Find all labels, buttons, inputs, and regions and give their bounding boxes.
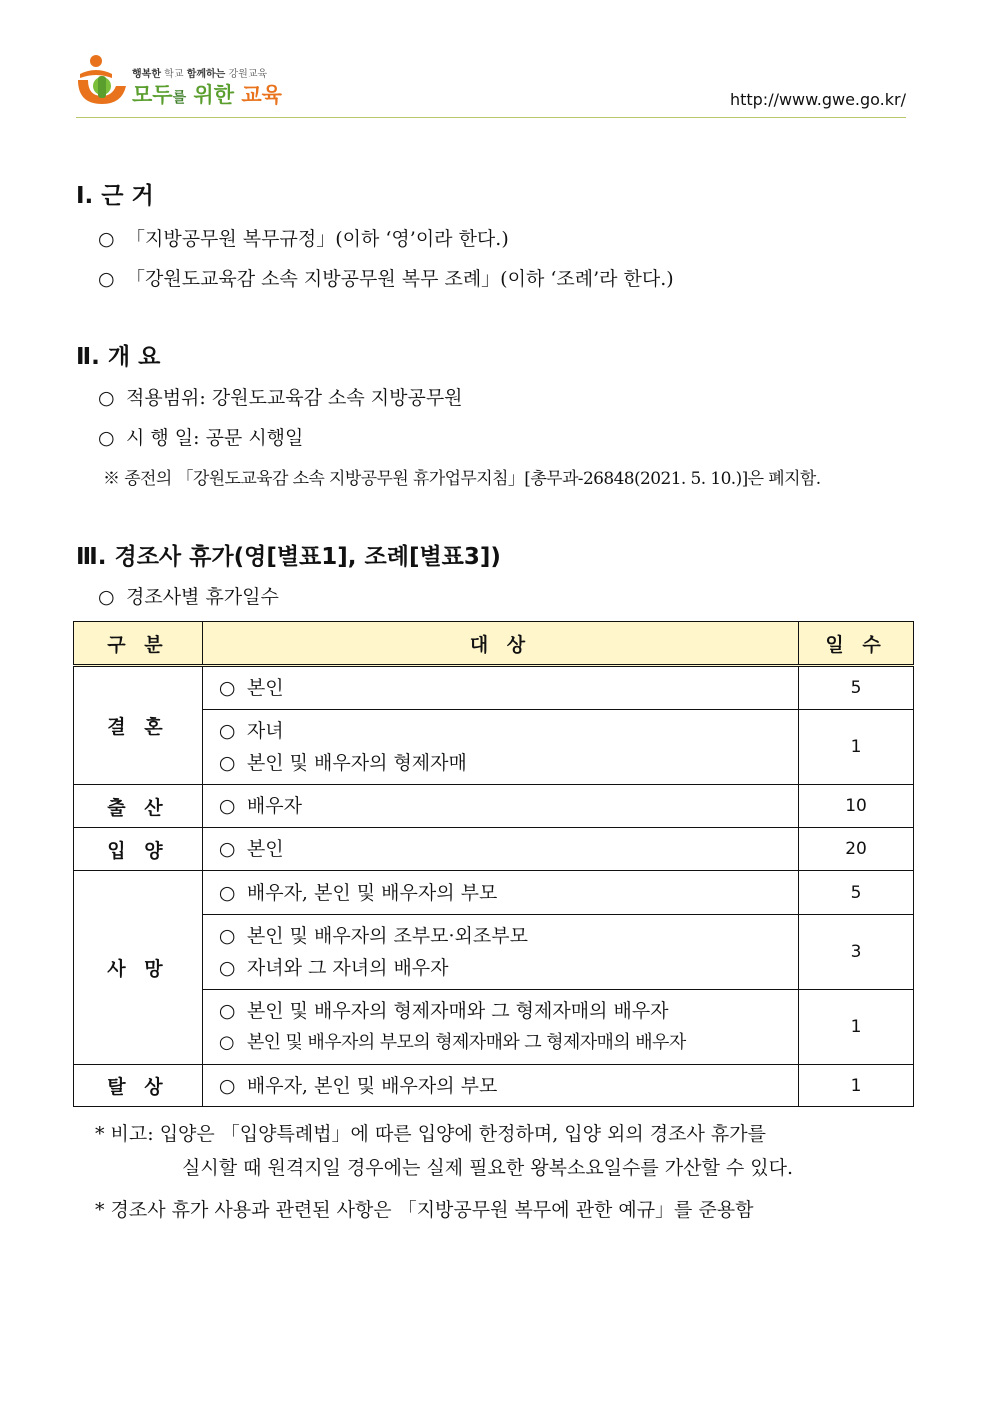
target-cell: ○ 본인 및 배우자의 형제자매와 그 형제자매의 배우자 ○ 본인 및 배우자의 부모의 형제자매와 그 형제자매의 배우자: [202, 990, 798, 1065]
logo-icon: [76, 52, 132, 108]
days-cell: 1: [799, 1065, 914, 1107]
category-cell: 출 산: [74, 785, 203, 828]
target-cell: ○ 본인: [202, 828, 798, 871]
overview-line-1: ○ 적용범위: 강원도교육감 소속 지방공무원: [98, 387, 463, 409]
remark-line-3: * 경조사 휴가 사용과 관련된 사항은 「지방공무원 복무에 관한 예규」를 준용함: [95, 1199, 754, 1221]
section-heading-leave: Ⅲ. 경조사 휴가(영[별표1], 조례[별표3]): [76, 544, 501, 570]
target-cell: ○ 본인 및 배우자의 조부모·외조부모 ○ 자녀와 그 자녀의 배우자: [202, 915, 798, 990]
logo-tagline: 행복한 학교 함께하는 강원교육: [132, 69, 268, 80]
table-row: [74, 1065, 914, 1107]
table-row: [74, 828, 914, 871]
remark-line-1: * 비고: 입양은 「입양특례법」에 따른 입양에 한정하며, 입양 외의 경조사 휴가를: [95, 1123, 766, 1145]
overview-line-2: ○ 시 행 일: 공문 시행일: [98, 427, 304, 449]
header-category: 구 분: [74, 622, 203, 666]
target-cell: ○ 자녀 ○ 본인 및 배우자의 형제자매: [202, 710, 798, 785]
header-divider: [76, 117, 906, 118]
section-heading-overview: Ⅱ. 개 요: [76, 344, 161, 370]
section-heading-basis: Ⅰ. 근 거: [76, 183, 154, 209]
category-cell: 입 양: [74, 828, 203, 871]
days-cell: 10: [799, 785, 914, 828]
target-cell: ○ 배우자, 본인 및 배우자의 부모: [202, 871, 798, 915]
header-url[interactable]: http://www.gwe.go.kr/: [729, 90, 906, 109]
remark-line-2: 실시할 때 원격지일 경우에는 실제 필요한 왕복소요일수를 가산할 수 있다.: [182, 1157, 794, 1179]
days-cell: 1: [799, 710, 914, 785]
table-row: [74, 666, 914, 710]
header-days: 일 수: [799, 622, 914, 666]
table-row: [74, 785, 914, 828]
page-header: [76, 52, 906, 120]
category-cell: 사 망: [74, 871, 203, 1065]
logo-wordmark: 모두를 위한 교육: [132, 83, 282, 107]
days-cell: 3: [799, 915, 914, 990]
target-cell: ○ 본인: [202, 666, 798, 710]
days-cell: 1: [799, 990, 914, 1065]
basis-line-1: ○ 「지방공무원 복무규정」(이하 ‘영’이라 한다.): [98, 228, 509, 250]
overview-note: ※ 종전의 「강원도교육감 소속 지방공무원 휴가업무지침」[총무과-26848(2021. 5. 10.)]은 폐지함.: [103, 469, 821, 489]
table-header-row: [74, 622, 914, 666]
target-cell: ○ 배우자, 본인 및 배우자의 부모: [202, 1065, 798, 1107]
target-cell: ○ 배우자: [202, 785, 798, 828]
header-target: 대 상: [202, 622, 798, 666]
category-cell: 탈 상: [74, 1065, 203, 1107]
days-cell: 5: [799, 666, 914, 710]
days-cell: 5: [799, 871, 914, 915]
leave-days-table: [73, 621, 914, 1107]
leave-line-1: ○ 경조사별 휴가일수: [98, 586, 279, 608]
category-cell: 결 혼: [74, 666, 203, 785]
basis-line-2: ○ 「강원도교육감 소속 지방공무원 복무 조례」(이하 ‘조례’라 한다.): [98, 268, 674, 290]
days-cell: 20: [799, 828, 914, 871]
table-row: [74, 871, 914, 915]
